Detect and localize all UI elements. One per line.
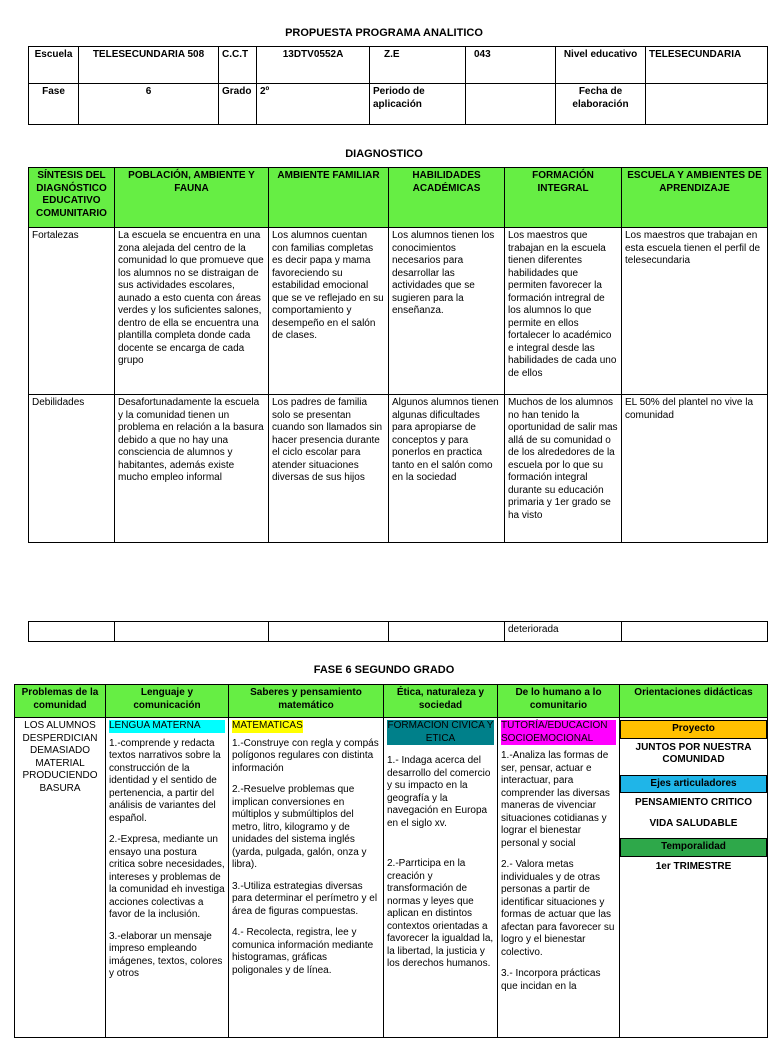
diag-header-sintesis: SÍNTESIS DEL DIAGNÓSTICO EDUCATIVO COMUNITARIO — [29, 168, 115, 228]
cct-value: 13DTV0552A — [257, 47, 370, 84]
fase-header-lenguaje: Lenguaje y comunicación — [106, 685, 229, 718]
fase-value: 6 — [79, 84, 219, 125]
etica-cell — [384, 718, 498, 1038]
table-cell: Los maestros que trabajan en la escuela tienen diferentes habilidades que permiten favorecer la formación intregral de los alumnos lo que permite en ellos fortalecer lo académico e integral desde las habilidades de cada uno de ellos — [505, 228, 622, 395]
fase-header-humano: De lo humano a lo comunitario — [498, 685, 620, 718]
table-cell: deteriorada — [505, 622, 622, 642]
diag-header-poblacion: POBLACIÓN, AMBIENTE Y FAUNA — [115, 168, 269, 228]
fase-header-etica: Ética, naturaleza y sociedad — [384, 685, 498, 718]
diagnostico-table — [28, 167, 768, 543]
list-item: 4.- Recolecta, registra, lee y comunica información mediante histogramas, gráficas poligonales y de línea. — [232, 927, 374, 976]
temporalidad-label: Temporalidad — [620, 838, 767, 857]
row-label-fortalezas: Fortalezas — [29, 228, 115, 395]
ejes-label: Ejes articuladores — [620, 775, 767, 794]
fase-label: Fase — [29, 84, 79, 125]
list-item: 2.- Valora metas individuales y de otras personas a partir de identificar situaciones y formas de actuar que las afectan para favorecer su logro y el bienestar colectivo. — [501, 859, 615, 958]
table-row — [29, 228, 768, 395]
humano-subject: TUTORÍA/EDUCACION SOCIOEMOCIONAL — [501, 720, 616, 745]
nivel-label: Nivel educativo — [556, 47, 646, 84]
periodo-label: Periodo de aplicación — [370, 84, 466, 125]
list-item: 2.-Expresa, mediante un ensayo una postura critica sobre necesidades, intereses y problemas de la comunidad eh investiga acciones colectivas a favor de la inclusión. — [109, 834, 225, 920]
list-item: 2.-Resuelve problemas que implican conversiones en múltiplos y submúltiplos del metro, litro, kilogramo y de unidades del sistema inglés (yarda, pulgada, galón, onza y libra). — [232, 784, 367, 870]
lenguaje-cell — [106, 718, 229, 1038]
fecha-value — [646, 84, 768, 125]
grado-value: 2º — [257, 84, 370, 125]
diag-header-escuela: ESCUELA Y AMBIENTES DE APRENDIZAJE — [622, 168, 768, 228]
diag-header-formacion: FORMACIÓN INTEGRAL — [505, 168, 622, 228]
matematico-cell — [229, 718, 384, 1038]
row-label-debilidades: Debilidades — [29, 395, 115, 543]
fase-header-orientaciones: Orientaciones didácticas — [620, 685, 768, 718]
periodo-value — [466, 84, 556, 125]
table-cell — [115, 622, 269, 642]
table-cell: EL 50% del plantel no vive la comunidad — [622, 395, 768, 543]
orientaciones-cell — [620, 718, 768, 1038]
table-cell: Desafortunadamente la escuela y la comunidad tienen un problema en relación a la basura debido a que no hay una consciencia de alumnos y habitantes, además existe mucho empleo informal — [115, 395, 269, 543]
list-item: 2.-Parrticipa en la creación y transformación de normas y leyes que aplican en distintos contextos orientadas a favorecer la igualdad la, la libertad, la justicia y los derechos humanos. — [387, 858, 494, 969]
diagnostico-continuation-table — [28, 621, 768, 642]
document-title: PROPUESTA PROGRAMA ANALITICO — [285, 27, 483, 39]
table-cell: Los padres de familia solo se presentan cuando son llamados sin hacer presencia durante el ciclo escolar para atender situaciones diversas de sus hijos — [269, 395, 389, 543]
fase-header-problemas: Problemas de la comunidad — [15, 685, 106, 718]
matematico-subject: MATEMATICAS — [232, 720, 303, 731]
list-item: 3.-elaborar un mensaje impreso empleando imágenes, textos, colores y otros — [109, 930, 223, 979]
diagnostico-title: DIAGNOSTICO — [345, 148, 423, 160]
list-item: 1.-Construye con regla y compás polígonos regulares con distinta información — [232, 737, 379, 774]
proyecto-label: Proyecto — [620, 720, 767, 739]
escuela-value: TELESECUNDARIA 508 — [79, 47, 219, 84]
list-item: 3.-Utiliza estrategias diversas para determinar el perímetro y el área de figuras compuestas. — [232, 880, 378, 917]
table-cell — [269, 622, 389, 642]
eje-item: PENSAMIENTO CRITICO — [634, 797, 753, 808]
ze-value: 043 — [466, 47, 556, 84]
cct-label: C.C.T — [219, 47, 257, 84]
table-cell: Algunos alumnos tienen algunas dificultades para apropiarse de conceptos y para ponerlos en practica tanto en el salón como en la sociedad — [389, 395, 505, 543]
table-cell: Los alumnos cuentan con familias completas es decir papa y mama favoreciendo su estabilidad emocional que se ve reflejado en su comportamiento y desempeño en el salón de clases. — [269, 228, 389, 395]
table-cell: Los alumnos tienen los conocimientos necesarios para desarrollar las actividades que se sugieren para la enseñanza. — [389, 228, 505, 395]
temporalidad-value: 1er TRIMESTRE — [655, 860, 732, 872]
table-cell: La escuela se encuentra en una zona alejada del centro de la comunidad lo que promueve que los alumnos no se distraigan de sus actividades escolares, aunado a esto cuenta con áreas verdes y los suficientes salones, dentro de ella se encuentra una plantilla completa donde cada docente se encarga de cada grupo — [115, 228, 269, 395]
ze-label: Z.E — [370, 47, 466, 84]
humano-cell — [498, 718, 620, 1038]
table-row — [15, 718, 768, 1038]
table-cell — [389, 622, 505, 642]
diag-header-habilidades: HABILIDADES ACADÉMICAS — [389, 168, 505, 228]
school-info-table — [28, 46, 768, 125]
proyecto-value: JUNTOS POR NUESTRA COMUNIDAD — [635, 741, 752, 765]
fase-header-matematico: Saberes y pensamiento matemático — [229, 685, 384, 718]
list-item: 1.-comprende y redacta textos narrativos sobre la construcción de la identidad y el sentido de pertenencia, a partir del análisis de variantes del español. — [109, 737, 221, 824]
table-cell — [29, 622, 115, 642]
etica-subject: FORMACION CIVICA Y ETICA — [387, 720, 494, 744]
table-cell — [622, 622, 768, 642]
nivel-value: TELESECUNDARIA — [646, 47, 768, 84]
table-cell: Los maestros que trabajan en esta escuela tienen el perfil de telesecundaria — [622, 228, 768, 395]
list-item: 3.- Incorpora prácticas que incidan en la — [501, 968, 601, 992]
escuela-label: Escuela — [29, 47, 79, 84]
lenguaje-subject: LENGUA MATERNA — [109, 720, 225, 733]
table-row — [29, 395, 768, 543]
list-item: 1.- Indaga acerca del desarrollo del comercio y su impacto en la geografía y la navegación en Europa en el siglo xv. — [387, 755, 491, 829]
eje-item: VIDA SALUDABLE — [649, 817, 738, 829]
fecha-label: Fecha de elaboración — [556, 84, 646, 125]
table-cell: Muchos de los alumnos no han tenido la oportunidad de salir mas allá de su comunidad o de los alrededores de la escuela por lo que su formación integral durante su educación primaria y 1er grado se ha visto — [505, 395, 622, 543]
fase6-title: FASE 6 SEGUNDO GRADO — [313, 664, 455, 676]
table-row — [29, 622, 768, 642]
grado-label: Grado — [219, 84, 257, 125]
diag-header-familiar: AMBIENTE FAMILIAR — [269, 168, 389, 228]
fase6-table — [14, 684, 768, 1038]
problema-cell: LOS ALUMNOS DESPERDICIAN DEMASIADO MATERIAL PRODUCIENDO BASURA — [15, 718, 106, 1038]
list-item: 1.-Analiza las formas de ser, pensar, actuar e interactuar, para comprender las diversas maneras de vivenciar situaciones cotidianas y lograr el bienestar personal y social — [501, 750, 610, 849]
